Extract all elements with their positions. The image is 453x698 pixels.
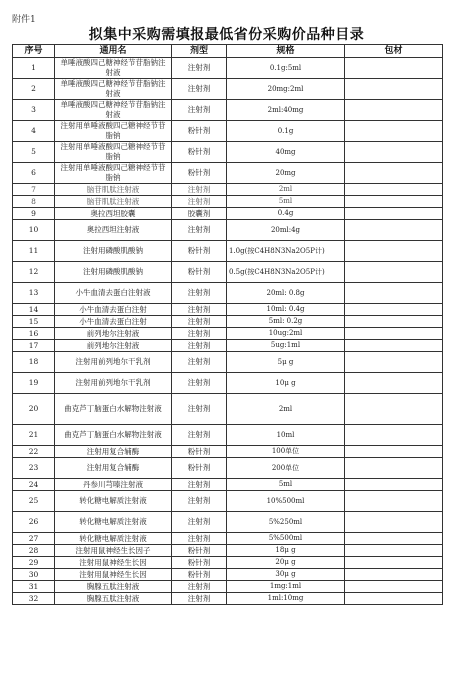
cell-no: 24 bbox=[13, 479, 55, 491]
cell-form: 注射剂 bbox=[172, 316, 227, 328]
table-row bbox=[13, 184, 443, 196]
cell-spec: 5ml: 0.2g bbox=[227, 316, 345, 328]
cell-no: 16 bbox=[13, 328, 55, 340]
cell-name: 注射用单唾液酸四己糖神经节苷脂钠 bbox=[55, 163, 172, 184]
cell-form: 粉针剂 bbox=[172, 262, 227, 283]
cell-name: 注射用前列地尔干乳剂 bbox=[55, 352, 172, 373]
cell-form: 注射剂 bbox=[172, 196, 227, 208]
cell-form: 注射剂 bbox=[172, 340, 227, 352]
table-row bbox=[13, 208, 443, 220]
cell-no: 8 bbox=[13, 196, 55, 208]
cell-package bbox=[345, 479, 443, 491]
cell-spec: 1.0g(按C4H8N3Na2O5P计) bbox=[227, 241, 345, 262]
cell-no: 22 bbox=[13, 446, 55, 458]
cell-name: 单唾液酸四己糖神经节苷脂钠注射液 bbox=[55, 58, 172, 79]
table-header-row bbox=[13, 45, 443, 58]
cell-spec: 5ml bbox=[227, 196, 345, 208]
cell-form: 注射剂 bbox=[172, 184, 227, 196]
cell-name: 注射用鼠神经生长因 bbox=[55, 569, 172, 581]
drug-catalog-table bbox=[12, 44, 443, 605]
cell-no: 26 bbox=[13, 512, 55, 533]
cell-spec: 20mg:2ml bbox=[227, 79, 345, 100]
cell-name: 奥拉西坦胶囊 bbox=[55, 208, 172, 220]
cell-no: 25 bbox=[13, 491, 55, 512]
cell-no: 15 bbox=[13, 316, 55, 328]
cell-package bbox=[345, 316, 443, 328]
cell-spec: 40mg bbox=[227, 142, 345, 163]
cell-no: 4 bbox=[13, 121, 55, 142]
table-row bbox=[13, 545, 443, 557]
cell-no: 19 bbox=[13, 373, 55, 394]
cell-no: 17 bbox=[13, 340, 55, 352]
table-row bbox=[13, 581, 443, 593]
cell-package bbox=[345, 196, 443, 208]
cell-no: 3 bbox=[13, 100, 55, 121]
cell-package bbox=[345, 394, 443, 425]
cell-package bbox=[345, 241, 443, 262]
cell-package bbox=[345, 208, 443, 220]
cell-no: 23 bbox=[13, 458, 55, 479]
table-row bbox=[13, 58, 443, 79]
cell-spec: 0.1g:5ml bbox=[227, 58, 345, 79]
table-row bbox=[13, 479, 443, 491]
cell-name: 脑苷肌肽注射液 bbox=[55, 196, 172, 208]
table-row bbox=[13, 557, 443, 569]
cell-no: 28 bbox=[13, 545, 55, 557]
cell-form: 注射剂 bbox=[172, 283, 227, 304]
cell-spec: 2ml bbox=[227, 184, 345, 196]
table-row bbox=[13, 340, 443, 352]
cell-name: 胸腺五肽注射液 bbox=[55, 581, 172, 593]
cell-form: 注射剂 bbox=[172, 100, 227, 121]
cell-form: 注射剂 bbox=[172, 581, 227, 593]
cell-no: 18 bbox=[13, 352, 55, 373]
cell-package bbox=[345, 328, 443, 340]
cell-package bbox=[345, 163, 443, 184]
header-form: 剂型 bbox=[172, 45, 227, 58]
cell-form: 注射剂 bbox=[172, 304, 227, 316]
cell-package bbox=[345, 340, 443, 352]
cell-package bbox=[345, 262, 443, 283]
cell-no: 11 bbox=[13, 241, 55, 262]
cell-no: 12 bbox=[13, 262, 55, 283]
cell-no: 27 bbox=[13, 533, 55, 545]
cell-spec: 100单位 bbox=[227, 446, 345, 458]
cell-no: 32 bbox=[13, 593, 55, 605]
cell-name: 注射用单唾液酸四己糖神经节苷脂钠 bbox=[55, 142, 172, 163]
table-row bbox=[13, 512, 443, 533]
cell-no: 20 bbox=[13, 394, 55, 425]
cell-no: 2 bbox=[13, 79, 55, 100]
cell-package bbox=[345, 512, 443, 533]
cell-form: 注射剂 bbox=[172, 79, 227, 100]
table-row bbox=[13, 593, 443, 605]
cell-form: 注射剂 bbox=[172, 373, 227, 394]
cell-name: 奥拉西坦注射液 bbox=[55, 220, 172, 241]
cell-form: 注射剂 bbox=[172, 512, 227, 533]
cell-name: 单唾液酸四己糖神经节苷脂钠注射液 bbox=[55, 79, 172, 100]
table-row bbox=[13, 491, 443, 512]
table-row bbox=[13, 196, 443, 208]
cell-name: 脑苷肌肽注射液 bbox=[55, 184, 172, 196]
cell-spec: 5ug:1ml bbox=[227, 340, 345, 352]
cell-form: 粉针剂 bbox=[172, 458, 227, 479]
cell-package bbox=[345, 569, 443, 581]
table-row bbox=[13, 394, 443, 425]
table-row bbox=[13, 100, 443, 121]
cell-package bbox=[345, 593, 443, 605]
cell-no: 30 bbox=[13, 569, 55, 581]
cell-name: 单唾液酸四己糖神经节苷脂钠注射液 bbox=[55, 100, 172, 121]
cell-spec: 0.4g bbox=[227, 208, 345, 220]
table-row bbox=[13, 425, 443, 446]
cell-form: 粉针剂 bbox=[172, 142, 227, 163]
cell-spec: 20mg bbox=[227, 163, 345, 184]
table-row bbox=[13, 220, 443, 241]
cell-spec: 10μ g bbox=[227, 373, 345, 394]
table-row bbox=[13, 569, 443, 581]
cell-form: 注射剂 bbox=[172, 593, 227, 605]
header-spec: 规格 bbox=[227, 45, 345, 58]
cell-no: 6 bbox=[13, 163, 55, 184]
cell-package bbox=[345, 557, 443, 569]
table-row bbox=[13, 373, 443, 394]
cell-form: 注射剂 bbox=[172, 352, 227, 373]
cell-package bbox=[345, 79, 443, 100]
table-row bbox=[13, 446, 443, 458]
attachment-label: 附件1 bbox=[12, 15, 36, 25]
cell-spec: 10ml: 0.4g bbox=[227, 304, 345, 316]
cell-spec: 10%500ml bbox=[227, 491, 345, 512]
table-row bbox=[13, 163, 443, 184]
cell-form: 粉针剂 bbox=[172, 241, 227, 262]
cell-no: 31 bbox=[13, 581, 55, 593]
cell-spec: 20μ g bbox=[227, 557, 345, 569]
cell-spec: 0.1g bbox=[227, 121, 345, 142]
cell-spec: 1mg:1ml bbox=[227, 581, 345, 593]
cell-name: 注射用复合辅酶 bbox=[55, 458, 172, 479]
cell-form: 注射剂 bbox=[172, 394, 227, 425]
cell-name: 注射用鼠神经生长因 bbox=[55, 557, 172, 569]
cell-form: 注射剂 bbox=[172, 328, 227, 340]
cell-form: 粉针剂 bbox=[172, 163, 227, 184]
cell-spec: 5%250ml bbox=[227, 512, 345, 533]
cell-package bbox=[345, 100, 443, 121]
cell-spec: 200单位 bbox=[227, 458, 345, 479]
cell-no: 1 bbox=[13, 58, 55, 79]
cell-name: 曲克芦丁脑蛋白水解物注射液 bbox=[55, 425, 172, 446]
header-name: 通用名 bbox=[55, 45, 172, 58]
table-row bbox=[13, 352, 443, 373]
cell-name: 曲克芦丁脑蛋白水解物注射液 bbox=[55, 394, 172, 425]
cell-name: 注射用复合辅酶 bbox=[55, 446, 172, 458]
cell-spec: 10ml bbox=[227, 425, 345, 446]
cell-name: 转化糖电解质注射液 bbox=[55, 491, 172, 512]
cell-form: 注射剂 bbox=[172, 58, 227, 79]
cell-name: 注射用前列地尔干乳剂 bbox=[55, 373, 172, 394]
cell-form: 粉针剂 bbox=[172, 557, 227, 569]
table-body bbox=[13, 58, 443, 605]
cell-name: 前列地尔注射液 bbox=[55, 328, 172, 340]
cell-package bbox=[345, 446, 443, 458]
table-row bbox=[13, 262, 443, 283]
cell-spec: 5μ g bbox=[227, 352, 345, 373]
cell-package bbox=[345, 220, 443, 241]
cell-spec: 10ug:2ml bbox=[227, 328, 345, 340]
cell-name: 注射用磷酸肌酸钠 bbox=[55, 262, 172, 283]
table-row bbox=[13, 316, 443, 328]
cell-no: 9 bbox=[13, 208, 55, 220]
cell-name: 小牛血清去蛋白注射 bbox=[55, 304, 172, 316]
cell-package bbox=[345, 304, 443, 316]
cell-no: 5 bbox=[13, 142, 55, 163]
cell-form: 粉针剂 bbox=[172, 446, 227, 458]
cell-package bbox=[345, 545, 443, 557]
cell-spec: 1ml:10mg bbox=[227, 593, 345, 605]
cell-spec: 5ml bbox=[227, 479, 345, 491]
cell-form: 粉针剂 bbox=[172, 545, 227, 557]
cell-spec: 20ml:4g bbox=[227, 220, 345, 241]
cell-package bbox=[345, 283, 443, 304]
table-row bbox=[13, 142, 443, 163]
cell-package bbox=[345, 142, 443, 163]
cell-spec: 5%500ml bbox=[227, 533, 345, 545]
cell-spec: 30μ g bbox=[227, 569, 345, 581]
cell-form: 注射剂 bbox=[172, 533, 227, 545]
cell-no: 13 bbox=[13, 283, 55, 304]
cell-package bbox=[345, 491, 443, 512]
cell-spec: 0.5g(按C4H8N3Na2O5P计) bbox=[227, 262, 345, 283]
cell-package bbox=[345, 58, 443, 79]
cell-name: 转化糖电解质注射液 bbox=[55, 512, 172, 533]
cell-package bbox=[345, 533, 443, 545]
cell-package bbox=[345, 425, 443, 446]
cell-no: 7 bbox=[13, 184, 55, 196]
cell-package bbox=[345, 121, 443, 142]
table-row bbox=[13, 283, 443, 304]
cell-spec: 2ml bbox=[227, 394, 345, 425]
cell-form: 注射剂 bbox=[172, 220, 227, 241]
cell-package bbox=[345, 184, 443, 196]
table-row bbox=[13, 304, 443, 316]
document-title: 拟集中采购需填报最低省份采购价品种目录 bbox=[88, 27, 365, 43]
cell-form: 粉针剂 bbox=[172, 121, 227, 142]
table-row bbox=[13, 328, 443, 340]
cell-package bbox=[345, 352, 443, 373]
cell-name: 丹参川芎嗪注射液 bbox=[55, 479, 172, 491]
table-row bbox=[13, 121, 443, 142]
table-row bbox=[13, 79, 443, 100]
cell-form: 粉针剂 bbox=[172, 569, 227, 581]
table-row bbox=[13, 533, 443, 545]
cell-package bbox=[345, 581, 443, 593]
cell-name: 胸腺五肽注射液 bbox=[55, 593, 172, 605]
cell-spec: 2ml:40mg bbox=[227, 100, 345, 121]
cell-name: 转化糖电解质注射液 bbox=[55, 533, 172, 545]
cell-no: 10 bbox=[13, 220, 55, 241]
cell-name: 小牛血清去蛋白注射 bbox=[55, 316, 172, 328]
cell-no: 14 bbox=[13, 304, 55, 316]
cell-spec: 20ml: 0.8g bbox=[227, 283, 345, 304]
header-no: 序号 bbox=[13, 45, 55, 58]
cell-name: 注射用单唾液酸四己糖神经节苷脂钠 bbox=[55, 121, 172, 142]
cell-form: 注射剂 bbox=[172, 425, 227, 446]
table-row bbox=[13, 241, 443, 262]
table-row bbox=[13, 458, 443, 479]
cell-form: 注射剂 bbox=[172, 491, 227, 512]
cell-no: 21 bbox=[13, 425, 55, 446]
header-package: 包材 bbox=[345, 45, 443, 58]
cell-package bbox=[345, 373, 443, 394]
cell-spec: 18μ g bbox=[227, 545, 345, 557]
cell-form: 胶囊剂 bbox=[172, 208, 227, 220]
cell-no: 29 bbox=[13, 557, 55, 569]
cell-form: 注射剂 bbox=[172, 479, 227, 491]
cell-package bbox=[345, 458, 443, 479]
cell-name: 注射用鼠神经生长因子 bbox=[55, 545, 172, 557]
cell-name: 小牛血清去蛋白注射液 bbox=[55, 283, 172, 304]
cell-name: 注射用磷酸肌酸钠 bbox=[55, 241, 172, 262]
cell-name: 前列地尔注射液 bbox=[55, 340, 172, 352]
